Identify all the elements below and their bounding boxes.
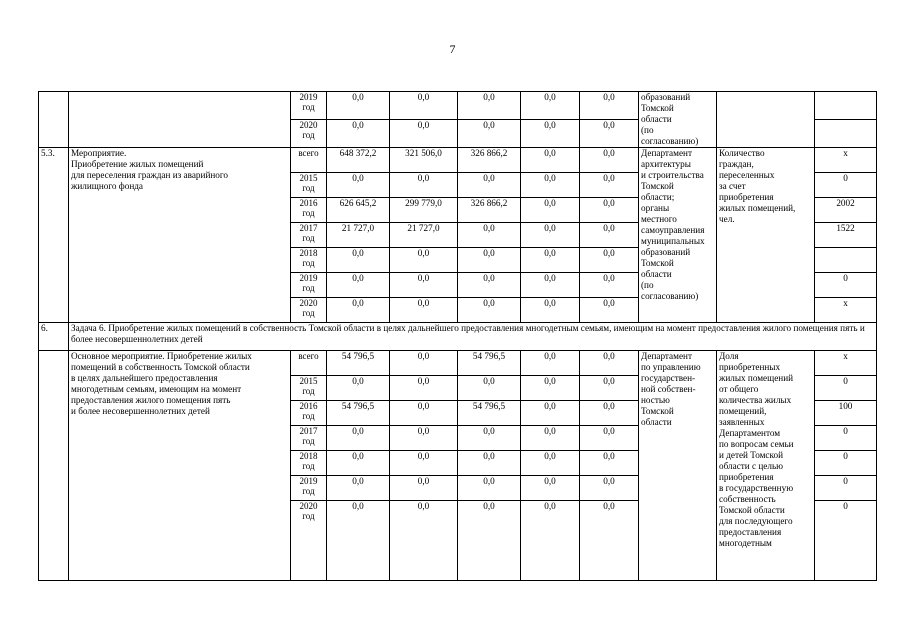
value-cell: 0,0 <box>458 298 521 323</box>
period-cell: 2017 год <box>291 223 327 248</box>
value-cell: 0,0 <box>580 426 639 451</box>
value-cell: 54 796,5 <box>458 401 521 426</box>
value-cell: 0,0 <box>327 120 390 148</box>
value-cell: 0,0 <box>580 248 639 273</box>
value-cell: 0,0 <box>580 223 639 248</box>
value-cell: 0,0 <box>580 273 639 298</box>
executor-cell: образований Томской области (по согласованию) <box>639 92 717 148</box>
value-cell: 0,0 <box>458 501 521 581</box>
value-cell: 0,0 <box>580 376 639 401</box>
value-cell: 0,0 <box>327 273 390 298</box>
value-cell: 0,0 <box>390 120 458 148</box>
value-cell: 0,0 <box>390 351 458 376</box>
period-cell: 2020 год <box>291 298 327 323</box>
indicator-cell: 0 <box>815 476 877 501</box>
indicator-cell: х <box>815 148 877 173</box>
value-cell: 0,0 <box>580 92 639 120</box>
indicator-cell: 0 <box>815 451 877 476</box>
period-cell: 2016 год <box>291 401 327 426</box>
value-cell: 0,0 <box>521 476 580 501</box>
period-cell: 2020 год <box>291 120 327 148</box>
value-cell: 0,0 <box>521 198 580 223</box>
value-cell: 0,0 <box>458 273 521 298</box>
value-cell: 54 796,5 <box>327 351 390 376</box>
value-cell: 648 372,2 <box>327 148 390 173</box>
period-cell: 2015 год <box>291 173 327 198</box>
value-cell: 0,0 <box>390 273 458 298</box>
value-cell: 0,0 <box>580 451 639 476</box>
period-cell: 2019 год <box>291 476 327 501</box>
value-cell: 0,0 <box>390 248 458 273</box>
task-description: Задача 6. Приобретение жилых помещений в собственность Томской области в целях дальнейшего предоставления многодетным семьям, имеющим на момент предоставления жилого помещения пять и более несовершеннолетних детей <box>69 323 877 351</box>
row-number <box>39 351 69 581</box>
value-cell: 0,0 <box>327 92 390 120</box>
value-cell: 0,0 <box>580 401 639 426</box>
value-cell: 0,0 <box>521 223 580 248</box>
value-cell: 0,0 <box>458 223 521 248</box>
value-cell: 0,0 <box>327 298 390 323</box>
value-cell: 0,0 <box>521 351 580 376</box>
executor-cell: Департамент по управлению государствен- ной собствен- ностью Томской области <box>639 351 717 581</box>
value-cell: 299 779,0 <box>390 198 458 223</box>
value-cell: 0,0 <box>580 148 639 173</box>
value-cell: 0,0 <box>390 501 458 581</box>
value-cell: 0,0 <box>580 501 639 581</box>
value-cell: 321 506,0 <box>390 148 458 173</box>
value-cell: 326 866,2 <box>458 198 521 223</box>
value-cell: 0,0 <box>458 120 521 148</box>
value-cell: 0,0 <box>390 426 458 451</box>
value-cell: 0,0 <box>521 501 580 581</box>
indicator-cell: 0 <box>815 273 877 298</box>
row-number <box>39 92 69 148</box>
indicator-cell: 0 <box>815 173 877 198</box>
value-cell: 0,0 <box>327 173 390 198</box>
value-cell: 0,0 <box>580 476 639 501</box>
period-cell: 2018 год <box>291 451 327 476</box>
value-cell: 0,0 <box>390 476 458 501</box>
value-cell: 0,0 <box>521 173 580 198</box>
value-cell: 0,0 <box>458 426 521 451</box>
value-cell: 0,0 <box>458 376 521 401</box>
row-number: 6. <box>39 323 69 351</box>
period-cell: 2019 год <box>291 92 327 120</box>
indicator-cell: 0 <box>815 501 877 581</box>
value-cell: 0,0 <box>390 298 458 323</box>
value-cell: 0,0 <box>327 451 390 476</box>
value-cell: 0,0 <box>580 298 639 323</box>
value-cell: 0,0 <box>390 401 458 426</box>
value-cell: 0,0 <box>458 451 521 476</box>
table-row <box>39 351 877 376</box>
row-number: 5.3. <box>39 148 69 323</box>
indicator-cell: 0 <box>815 426 877 451</box>
period-cell: 2015 год <box>291 376 327 401</box>
indicator-cell <box>815 92 877 120</box>
value-cell: 0,0 <box>580 173 639 198</box>
value-cell: 0,0 <box>521 120 580 148</box>
period-cell: всего <box>291 351 327 376</box>
period-cell: 2018 год <box>291 248 327 273</box>
executor-cell: Департамент архитектуры и строительства Томской области; органы местного самоуправления муниципальных образований Томской области (по согласованию) <box>639 148 717 323</box>
indicator-cell: 1522 <box>815 223 877 248</box>
value-cell: 0,0 <box>327 376 390 401</box>
value-cell: 0,0 <box>521 401 580 426</box>
value-cell: 21 727,0 <box>390 223 458 248</box>
value-cell: 0,0 <box>458 248 521 273</box>
value-cell: 21 727,0 <box>327 223 390 248</box>
value-cell: 54 796,5 <box>458 351 521 376</box>
measure-name <box>69 92 291 148</box>
value-cell: 0,0 <box>390 451 458 476</box>
value-cell: 0,0 <box>580 198 639 223</box>
value-cell: 0,0 <box>390 92 458 120</box>
indicator-cell: 0 <box>815 376 877 401</box>
value-cell: 0,0 <box>521 298 580 323</box>
value-cell: 0,0 <box>327 476 390 501</box>
value-cell: 0,0 <box>390 376 458 401</box>
target-indicator-cell: Доля приобретенных жилых помещений от общего количества жилых помещений, заявленных Департаментом по вопросам семьи и детей Томской области с целью приобретения в государственную собственность Томской области для последующего предоставления многодетным <box>717 351 815 581</box>
value-cell: 54 796,5 <box>327 401 390 426</box>
period-cell: 2017 год <box>291 426 327 451</box>
value-cell: 0,0 <box>327 501 390 581</box>
period-cell: 2019 год <box>291 273 327 298</box>
period-cell: всего <box>291 148 327 173</box>
table-row <box>39 148 877 173</box>
value-cell: 0,0 <box>327 426 390 451</box>
measure-name: Основное мероприятие. Приобретение жилых помещений в собственность Томской области в целях дальнейшего предоставления многодетным семьям, имеющим на момент предоставления жилого помещения пять и более несовершеннолетних детей <box>69 351 291 581</box>
value-cell: 0,0 <box>327 248 390 273</box>
period-cell: 2016 год <box>291 198 327 223</box>
value-cell: 0,0 <box>521 248 580 273</box>
indicator-cell: х <box>815 298 877 323</box>
indicator-cell <box>815 248 877 273</box>
value-cell: 0,0 <box>458 92 521 120</box>
indicator-cell: х <box>815 351 877 376</box>
value-cell: 0,0 <box>521 451 580 476</box>
indicator-cell: 100 <box>815 401 877 426</box>
value-cell: 0,0 <box>521 376 580 401</box>
value-cell: 0,0 <box>521 148 580 173</box>
value-cell: 626 645,2 <box>327 198 390 223</box>
value-cell: 0,0 <box>390 173 458 198</box>
indicator-cell <box>815 120 877 148</box>
value-cell: 0,0 <box>458 173 521 198</box>
measure-name: Мероприятие. Приобретение жилых помещений для переселения граждан из аварийного жилищного фонда <box>69 148 291 323</box>
value-cell: 0,0 <box>458 476 521 501</box>
page-number: 7 <box>449 42 456 56</box>
indicator-cell: 2002 <box>815 198 877 223</box>
target-indicator-cell <box>717 92 815 148</box>
target-indicator-cell: Количество граждан, переселенных за счет приобретения жилых помещений, чел. <box>717 148 815 323</box>
value-cell: 0,0 <box>580 120 639 148</box>
value-cell: 0,0 <box>580 351 639 376</box>
table-row <box>39 92 877 120</box>
program-table <box>38 91 877 581</box>
period-cell: 2020 год <box>291 501 327 581</box>
value-cell: 0,0 <box>521 426 580 451</box>
value-cell: 0,0 <box>521 92 580 120</box>
task-row <box>39 323 877 351</box>
value-cell: 0,0 <box>521 273 580 298</box>
value-cell: 326 866,2 <box>458 148 521 173</box>
